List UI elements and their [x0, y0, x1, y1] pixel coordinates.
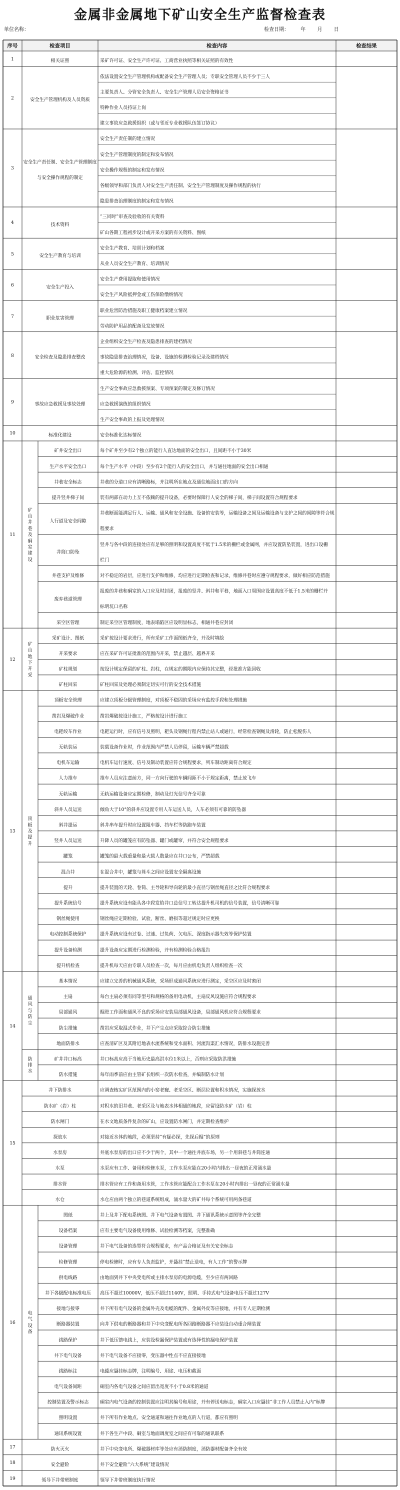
- header-result: 检查结果: [356, 43, 377, 50]
- category-char: 排: [27, 1063, 33, 1069]
- item-label: 井筒口防坠: [56, 550, 80, 556]
- item-label: 提升系统信号: [54, 901, 82, 907]
- content-text: 标明坑口名称: [100, 605, 128, 611]
- content-text: 矿柱回采及处理必须制定切实可行的安全技术措施: [100, 683, 202, 689]
- content-text: 硐室内电气设备的控制装置应注明其编号和用途，并有停送电标志，硐室入口应悬挂“非工作人员禁止入内”标牌: [100, 1400, 326, 1406]
- item-label: 与安全操作规程的制定: [37, 176, 83, 182]
- content-text: 装有两部在动力上互不依赖的提升设备，必要时保障行人安全的梯子间，梯子间设置符合规程要求: [100, 495, 298, 501]
- content-text: 井巷断面能满足行人、运输、通风和安全设施、设备的安装等，运输设备之间及运输设备与支护之间的间隙等符合规: [100, 511, 335, 517]
- category-char: 升: [27, 841, 33, 847]
- content-text: 提升机每天应由专职人员检查一次，每月应由机电负责人组织检查一次: [100, 963, 243, 969]
- date-year: 年: [300, 27, 306, 33]
- category-char: 风: [27, 1002, 33, 1008]
- content-text: 竖井与各中段的连接处应有足够的照明和设置高度不低于1.5米的栅栏或金属网，并应设置防坠装置，进出口设栅: [100, 542, 328, 548]
- item-label: 废弃巷道管理: [54, 597, 82, 603]
- content-text: 井下电气设备的选型符合规程要求，有产品合格证及有关安全标志: [100, 1244, 234, 1250]
- row-number: 18: [9, 1461, 16, 1467]
- category-char: 巷: [27, 526, 33, 532]
- row-number: 3: [11, 166, 14, 172]
- item-label: 水泵: [55, 1166, 65, 1172]
- item-label: 提升竖井梯子间: [51, 495, 85, 501]
- content-text: 由地面到井下中央变电所或主排水泵房的电源电缆，至少应有两回路: [100, 1275, 238, 1281]
- item-label: 安全避险: [50, 1463, 70, 1469]
- content-text: 井上及井下配电系统图、井下电气设备布置图、井下通讯系统示意图等齐全完整: [100, 1213, 261, 1219]
- header-item: 检查项目: [49, 43, 71, 50]
- content-text: 提升系统应设有能从各中段发给井口总信号工转达提升机司机的信号装置，信号清晰可靠: [100, 901, 280, 907]
- content-text: 每个矿井至少有2个独立的能行人直达地面的安全出口，且间距不小于30米: [100, 449, 252, 455]
- content-text: 斜井串车提升时应设置阻车器、挡车栏等防跑车装置: [100, 823, 206, 829]
- content-text: 无轨运输设备应定期检修，制动及灯光信号齐全可靠: [100, 792, 206, 798]
- item-label: 井下电气设备: [54, 1353, 82, 1359]
- item-label: 凿岩及爆破作业: [51, 714, 85, 720]
- item-label: 主扇: [63, 995, 73, 1001]
- category-char: 室: [27, 545, 33, 551]
- row-number: 14: [9, 1024, 16, 1030]
- page-title: 金属非金属地下矿山安全生产监督检查表: [73, 8, 326, 23]
- content-text: 井底水泵房的出口应不少于两个，其中一个通往井底车场，另一个用斜巷与井筒连通: [100, 1151, 270, 1157]
- row-number: 7: [11, 314, 14, 320]
- header-no: 序号: [7, 43, 18, 50]
- content-text: 劳动防护用品的配备及发放情况: [100, 324, 165, 330]
- item-label: 水泵房: [53, 1151, 67, 1157]
- content-text: 井下电气设备不应接零，变压器中性点不应直接接地: [100, 1353, 206, 1359]
- item-label: 安全生产投入: [46, 285, 74, 291]
- date-day: 日: [333, 27, 339, 33]
- item-label: 斜井人员运送: [54, 807, 82, 813]
- content-text: 依法设置安全生产管理机构或配备安全生产管理人员；专职安全管理人员不少于三人: [100, 74, 270, 80]
- item-label: 局部通风: [58, 1010, 78, 1016]
- item-label: 职业危害管理: [46, 316, 74, 322]
- content-text: 每个生产水平（中段）至少有2个能行人的安全出口，并与通往地面的安全出口相通: [100, 464, 269, 470]
- content-text: 主要负责人、分管安全负责人、安全生产管理人员安全资格证书: [100, 90, 229, 96]
- row-number: 19: [9, 1476, 16, 1482]
- content-text: 向井下供电的断路器和井下中央变配电所各回路断路器不应装设自动重合闸装置: [100, 1322, 261, 1328]
- content-text: 提升装置的天轮、卷筒、主导轮和导向轮的最小直径与钢丝绳直径之比符合规程要求: [100, 885, 270, 891]
- content-text: 硐室内各电气设备之间应留出宽度不小于0.8米的通道: [100, 1385, 209, 1391]
- item-label: 人力推车: [58, 776, 78, 782]
- content-text: 职业危害防治措施及职工健康档案建立情况: [100, 308, 188, 314]
- row-number: 1: [11, 57, 14, 63]
- row-number: 6: [11, 283, 14, 289]
- category-char: 山: [27, 648, 33, 654]
- header-content: 检查内容: [206, 43, 228, 50]
- item-label: 断路器装置: [56, 1322, 80, 1328]
- category-char: 防: [27, 1057, 33, 1063]
- item-label: 无轨装运: [58, 745, 78, 751]
- item-label: 安全生产教育与培训: [39, 254, 81, 260]
- item-label: 混合井: [61, 870, 75, 876]
- category-char: 尘: [27, 1021, 33, 1027]
- content-text: 企业组织安全生产检查及隐患排查的建档情况: [100, 339, 192, 345]
- category-char: 与: [27, 1008, 33, 1014]
- item-label: 矿柱规划: [58, 667, 78, 673]
- row-number: 11: [9, 533, 16, 539]
- row-number: 5: [11, 252, 14, 258]
- item-label: 线路标注: [58, 1369, 78, 1375]
- content-text: 凿岩应采取湿式作业，井下产尘点应采取综合防尘措施: [100, 1026, 211, 1032]
- row-number: 16: [9, 1320, 16, 1326]
- content-text: 提升系统应设有过卷、过速、过负荷、欠电压、深度指示器失效等保护装置: [100, 932, 252, 938]
- content-text: 凿岩爆破按设计施工，严格按设计进行施工: [100, 714, 188, 720]
- content-text: 重大危险源的检测、评估、监控情况: [100, 371, 174, 377]
- content-text: 井下低压馈电线上，应装设检漏保护装置或有选择性的漏电保护装置: [100, 1338, 238, 1344]
- item-label: 采空区管理: [56, 620, 80, 626]
- item-label: 探放水: [53, 1135, 67, 1141]
- content-text: 井下安全避险“六大系统”建设情况: [100, 1463, 170, 1469]
- content-text: 电耙运行时，应有信号及照明，耙头及钢绳行程内禁止站人或通行，经常检查钢绳及滑轮，防止松脱伤人: [100, 729, 312, 735]
- item-label: 防火灭火: [50, 1447, 70, 1453]
- content-text: 建立事故应急救援组织（或与邻近专业救援队伍签订协议）: [100, 121, 220, 127]
- content-text: 应建立顶板分级管理制度，对顶板不稳固的采场应有监控手段和处理措施: [100, 698, 248, 704]
- content-text: “三同时”审查及验收的有关资料: [100, 215, 165, 221]
- content-text: 倾角大于10°的斜井应设置专用人车运送人员，人车必须有可靠的防坠器: [100, 807, 246, 813]
- content-text: 矿山各期工程初步设计或开采方案的有关资料、图纸: [100, 230, 206, 236]
- item-label: 生产水平安全出口: [49, 464, 87, 470]
- category-char: 及: [27, 829, 33, 835]
- content-text: 安全生产教育、培训计划和档案: [100, 246, 165, 252]
- content-text: 每年雨季前应由主管矿长组织一次防水检查，并编制防水计划: [100, 1073, 225, 1079]
- content-text: 排水管应有工作和备用水管，工作水管应能配合工作水泵在20小时内排出一昼夜的正常涌水量: [100, 1182, 290, 1188]
- item-label: 检修管理: [58, 1260, 78, 1266]
- item-label: 防尘措施: [58, 1026, 78, 1032]
- content-text: 应急救援演练的组织情况: [100, 402, 151, 408]
- item-label: 井巷支护及维修: [51, 573, 85, 579]
- content-text: 各级领导和部门负责人对安全生产责任制、安全生产管理制度及操作规程的执行: [100, 184, 261, 190]
- row-number: 2: [11, 96, 14, 102]
- category-char: 水: [27, 1069, 33, 1075]
- content-text: 水仓应由两个独立的巷道系统组成，涌水量大的矿井每个系统可用两条巷道: [100, 1197, 252, 1203]
- category-char: 井: [27, 520, 33, 526]
- content-text: 每台主扇必须有同等型号和规格的备用电动机，主扇反风设施应符合规程要求: [100, 995, 257, 1001]
- item-label: 罐笼: [63, 854, 73, 860]
- content-text: 报废的井巷和硐室的入口应及时封闭，报废的竖井、斜井和平巷，地面入口周围应设置高度不低于1.5米的栅栏并: [100, 589, 328, 595]
- content-text: 罐笼的最大载重量和最大载人数量应在井口公布，严禁超载: [100, 854, 220, 860]
- item-label: 电动控制系统保护: [49, 932, 87, 938]
- date-label: 检查日期：: [264, 27, 290, 33]
- row-number: 12: [9, 657, 16, 663]
- category-char: 矿: [27, 642, 33, 648]
- content-text: 在水文地质条件复杂的矿山，应设置防水闸门，并定期检查维护: [100, 1119, 229, 1125]
- item-label: 钢丝绳使用: [56, 917, 80, 923]
- item-label: 人行道及安全间隙: [49, 519, 87, 525]
- item-label: 电机车运输: [56, 761, 80, 767]
- row-number: 9: [11, 400, 14, 406]
- content-text: 应建立完善的机械通风系统，采场形成通风系统应进行测定，采空区应及时密闭: [100, 979, 261, 985]
- content-text: 推车人员应注意前方，同一方向行驶的车辆间距不小于规定距离，禁止放飞车: [100, 776, 257, 782]
- item-label: 井下各级配电标准电压: [45, 1291, 91, 1297]
- item-label: 防水措施: [58, 1073, 78, 1079]
- content-text: 掘进工作面和通风不良的采场应安装局部通风设备，局部通风机应符合规程要求: [100, 1010, 261, 1016]
- item-label: 设备管理: [58, 1244, 78, 1250]
- category-char: 设: [27, 1323, 33, 1329]
- content-text: 在混合井中，罐笼与箕斗之间应设置安全隔离设施: [100, 870, 202, 876]
- row-number: 15: [9, 1141, 16, 1147]
- item-label: 事故应急救援及事故处理: [34, 402, 86, 408]
- category-char: 防: [27, 1015, 33, 1021]
- content-text: 对不稳定的岩层，应进行支护和维修，均应进行定期检查和记录，维修井巷时应遵守规程要求，做好相应防范措施: [100, 573, 330, 579]
- content-text: 生产安全事故应急救援预案、专项预案的制定及修订情况: [100, 386, 215, 392]
- item-label: 矿柱回采: [58, 683, 78, 689]
- item-label: 领导下井带班制度: [41, 1478, 79, 1484]
- item-label: 标准化建设: [48, 433, 72, 439]
- content-text: 隐患排查治理制度的制定和发布情况: [100, 199, 174, 205]
- content-text: 井口标高应高于当地历史最高洪水位1米以上，否则应采取防洪措施: [100, 1057, 237, 1063]
- item-label: 接地与接零: [56, 1307, 80, 1313]
- item-label: 防水闸门: [50, 1119, 70, 1125]
- item-label: 矿井井口标高: [54, 1057, 82, 1063]
- item-label: 矿井安全出口: [54, 449, 82, 455]
- content-text: 电缆应悬挂标志牌，注明编号、用途、电压和截面: [100, 1369, 202, 1375]
- content-text: 采矿许可证、安全生产许可证、工商营业执照等相关证照的有效性: [100, 59, 234, 65]
- content-text: 采矿按设计要求进行，所有采矿工作面图纸齐全，并及时填绘: [100, 636, 225, 642]
- item-label: 基本情况: [58, 979, 78, 985]
- item-label: 线路保护: [58, 1338, 78, 1344]
- content-text: 程要求: [100, 527, 114, 533]
- content-text: 安全标准化达标情况: [100, 433, 142, 439]
- content-text: 安全生产责任制的建立情况: [100, 137, 156, 143]
- item-label: 顶板安全管理: [54, 698, 82, 704]
- row-number: 13: [9, 829, 16, 835]
- content-text: 领导下井带班制度执行情况: [100, 1478, 156, 1484]
- row-number: 10: [9, 431, 16, 437]
- item-label: 相关证照: [50, 59, 70, 65]
- category-char: 设: [27, 557, 33, 563]
- item-label: 提升机检查: [56, 963, 80, 969]
- category-char: 板: [27, 823, 33, 829]
- row-number: 17: [9, 1445, 16, 1451]
- item-label: 电耙绞车作业: [54, 729, 82, 735]
- item-label: 井下防排水: [48, 1088, 72, 1094]
- content-text: 按设计规定保留的矿柱、岩柱，在规定的期限内应保持其完整，经批准方能回收: [100, 667, 261, 673]
- item-label: 安全生产责任制、安全生产管理制度: [23, 160, 97, 166]
- item-label: 设备档案: [58, 1229, 78, 1235]
- content-text: 安全操作规程的制定和发布情况: [100, 168, 165, 174]
- content-text: 安全生产费用提取和使用情况: [100, 277, 160, 283]
- content-text: 钢丝绳应定期检验、试验，断丝、磨损等超过规定时应更换: [100, 917, 220, 923]
- item-label: 技术资料: [50, 223, 70, 229]
- category-char: 提: [27, 835, 33, 841]
- content-text: 对积水的旧井巷、老采区及与地表水体相通的地段，应留设防水矿（岩）柱: [100, 1104, 252, 1110]
- item-label: 安全生产管理机构及人员资质: [30, 98, 90, 104]
- content-text: 应调查核实矿区范围内的小窑老窿、老采空区、断层位置和积水情况，实施探放水: [100, 1088, 266, 1094]
- content-text: 装载设备作业时，作业范围内严禁人员停留，运输车辆严禁超载: [100, 745, 229, 751]
- content-text: 特种作业人员持证上岗: [100, 106, 146, 112]
- item-label: 提升设备检测: [54, 948, 82, 954]
- item-label: 采矿设计、图纸: [51, 636, 85, 642]
- category-char: 硐: [27, 539, 33, 545]
- content-text: 井下所有作业地点、安全通道和通往作业地点的人行道，都应有照明: [100, 1416, 238, 1422]
- item-label: 地面防排水: [56, 1041, 80, 1047]
- item-label: 开采要求: [58, 651, 78, 657]
- content-text: 制定采空区管理制度，地表塌陷区应设明显标志，相通井巷应封闭: [100, 620, 234, 626]
- content-text: 提升设备应定期进行检测检验，并有检测检验合格报告: [100, 948, 211, 954]
- item-label: 水仓: [55, 1197, 65, 1203]
- item-label: 图纸: [63, 1213, 73, 1219]
- item-label: 井巷安全标志: [54, 480, 82, 486]
- row-number: 8: [11, 353, 14, 359]
- item-label: 斜井提运: [58, 823, 78, 829]
- content-text: 停电检修时，应有专人负责监护，并悬挂“禁止送电，有人工作”的警示牌: [100, 1260, 248, 1266]
- content-text: 升降人员的罐笼应有防坠器、罐门或罐帘，并符合安全规程要求: [100, 839, 229, 845]
- content-text: 井下所有电气设备的金属外壳及电缆的配件、金属外皮等应接地，并有专人定期检测: [100, 1307, 270, 1313]
- item-label: 无轨运输: [58, 792, 78, 798]
- category-char: 山: [27, 514, 33, 520]
- category-char: 备: [27, 1330, 33, 1336]
- item-label: 照明设置: [58, 1416, 78, 1422]
- content-text: 电机车运行速度、信号及制动装置应符合规程要求，列车制动距离符合规定: [100, 761, 252, 767]
- content-text: 事故隐患排查治理情况，设备、设施的检测检验记录及建档情况: [100, 355, 229, 361]
- category-char: 开: [27, 667, 33, 673]
- category-char: 矿: [27, 508, 33, 514]
- content-text: 井巷的分道口应有清晰路标，并注明所在地点及通往地面出口的方向: [100, 480, 238, 486]
- content-text: 井下中央变电所、爆破器材库等处应有消防制度，消防器材配备齐全有效: [100, 1447, 248, 1453]
- category-char: 电: [27, 1311, 33, 1317]
- content-text: 高压不超过10000V，低压不超过1140V，照明、手持式电气设备电压不超过127V: [100, 1291, 270, 1297]
- content-text: 井下各生产中段、硐室与地面调度室之间应有可靠的通讯联系: [100, 1431, 225, 1437]
- item-label: 供电线路: [58, 1275, 78, 1281]
- item-label: 防水矿（岩）柱: [43, 1104, 77, 1110]
- content-text: 生产安全事故的上报及处理情况: [100, 417, 165, 423]
- category-char: 通: [27, 996, 33, 1002]
- content-text: 安全生产管理制度的制定和发布情况: [100, 152, 174, 158]
- item-label: 通讯系统设置: [54, 1431, 82, 1437]
- item-label: 提升: [63, 885, 73, 891]
- category-char: 顶: [27, 817, 33, 823]
- category-char: 气: [27, 1317, 33, 1323]
- content-text: 应在采矿许可证批准的范围内开采，禁止越层、越界开采: [100, 651, 215, 657]
- content-text: 水泵应有工作、备用和检修水泵，工作水泵应能在20小时内排出一昼夜的正常涌水量: [100, 1166, 272, 1172]
- content-text: 对接近水体的地段，必须坚持“有疑必探，先探后掘”的原则: [100, 1135, 220, 1141]
- content-text: 应有主要电气设备使用维修、试验检测等档案，完整准确: [100, 1229, 215, 1235]
- item-label: 排水管: [53, 1182, 67, 1188]
- content-text: 栏门: [100, 558, 110, 564]
- unit-label: 单位名称：: [4, 27, 30, 33]
- category-char: 下: [27, 661, 33, 667]
- item-label: 竖井人员运送: [54, 839, 82, 845]
- category-char: 及: [27, 533, 33, 539]
- item-label: 电气设备间距: [54, 1385, 82, 1391]
- category-char: 建: [27, 551, 33, 557]
- category-char: 地: [27, 654, 33, 660]
- row-number: 4: [11, 221, 14, 227]
- category-char: 采: [27, 673, 33, 679]
- date-month: 月: [317, 27, 323, 33]
- item-label: 安全检查及隐患排查整改: [34, 355, 86, 361]
- item-label: 控制装置及警示标志: [47, 1400, 89, 1406]
- content-text: 从业人员安全生产教育、培训情况: [100, 262, 169, 268]
- content-text: 应查清矿区及其附近地表水流系统和受水面积、河流沟渠汇水情况，防排水设施完善: [100, 1041, 270, 1047]
- content-text: 安全生产风险抵押金或工伤保险缴纳情况: [100, 293, 183, 299]
